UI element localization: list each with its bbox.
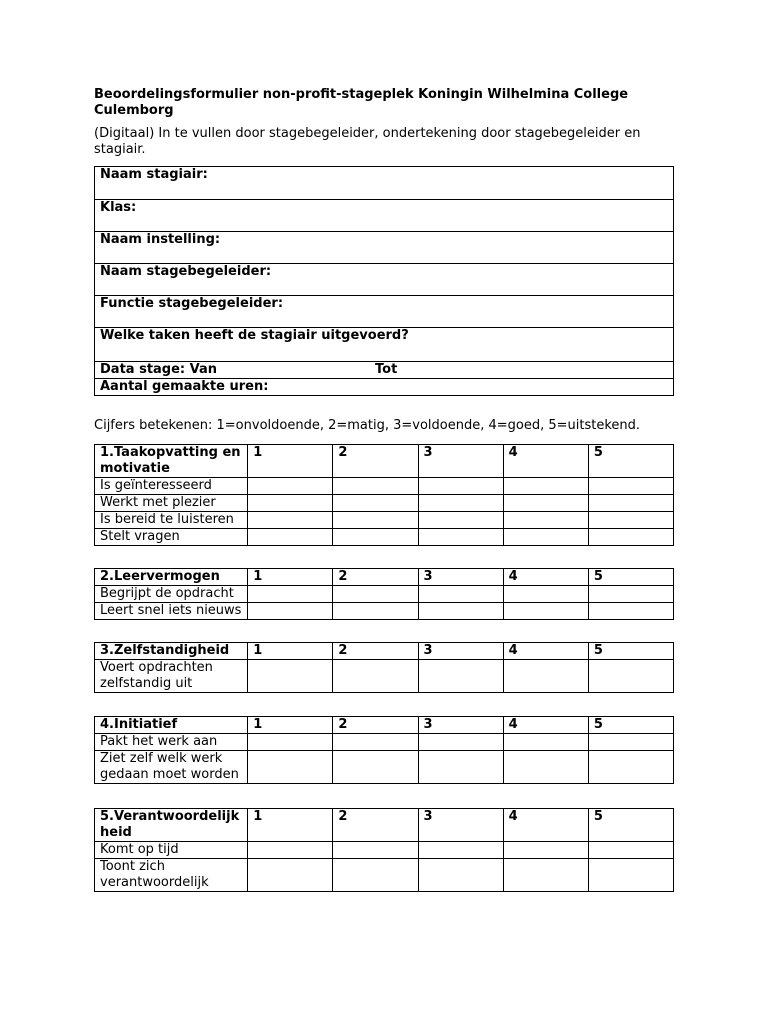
- rating-cell-2[interactable]: [333, 842, 418, 859]
- scale-header-5: 5: [588, 569, 673, 586]
- rating-cell-2[interactable]: [333, 734, 418, 751]
- rating-table-2: [94, 568, 674, 620]
- field-taken[interactable]: Welke taken heeft de stagiair uitgevoerd?: [95, 328, 674, 362]
- criterion-label: Voert opdrachten zelfstandig uit: [95, 660, 248, 693]
- criterion-row: [95, 529, 674, 546]
- rating-cell-1[interactable]: [248, 512, 333, 529]
- rating-cell-2[interactable]: [333, 603, 418, 620]
- rating-cell-5[interactable]: [588, 586, 673, 603]
- form-title: Beoordelingsformulier non-profit-stageplek Koningin Wilhelmina College Culemborg: [94, 87, 629, 118]
- scale-header-4: 4: [503, 809, 588, 842]
- rating-cell-3[interactable]: [418, 859, 503, 892]
- scale-header-3: 3: [418, 809, 503, 842]
- rating-cell-5[interactable]: [588, 478, 673, 495]
- section-title: 1.Taakopvatting en motivatie: [95, 445, 248, 478]
- rating-cell-2[interactable]: [333, 495, 418, 512]
- field-naam-instelling[interactable]: Naam instelling:: [95, 232, 674, 264]
- scale-header-2: 2: [333, 809, 418, 842]
- scale-header-5: 5: [588, 717, 673, 734]
- rating-cell-4[interactable]: [503, 734, 588, 751]
- scale-header-3: 3: [418, 643, 503, 660]
- rating-cell-2[interactable]: [333, 751, 418, 784]
- scale-header-3: 3: [418, 445, 503, 478]
- rating-cell-4[interactable]: [503, 586, 588, 603]
- rating-cell-1[interactable]: [248, 603, 333, 620]
- rating-cell-1[interactable]: [248, 529, 333, 546]
- scale-header-4: 4: [503, 643, 588, 660]
- rating-cell-4[interactable]: [503, 495, 588, 512]
- field-naam-stagebegeleider[interactable]: Naam stagebegeleider:: [95, 264, 674, 296]
- criterion-row: [95, 603, 674, 620]
- data-van-label: Data stage: Van: [100, 362, 218, 377]
- scale-header-1: 1: [248, 643, 333, 660]
- scale-header-2: 2: [333, 717, 418, 734]
- criterion-label: Komt op tijd: [95, 842, 248, 859]
- rating-cell-3[interactable]: [418, 660, 503, 693]
- student-info-table: [94, 166, 674, 396]
- scale-header-1: 1: [248, 445, 333, 478]
- scale-header-2: 2: [333, 569, 418, 586]
- scale-header-5: 5: [588, 809, 673, 842]
- rating-cell-1[interactable]: [248, 478, 333, 495]
- section-title: 5.Verantwoordelijkheid: [95, 809, 248, 842]
- rating-cell-4[interactable]: [503, 603, 588, 620]
- rating-cell-5[interactable]: [588, 603, 673, 620]
- criterion-label: Toont zich verantwoordelijk: [95, 859, 248, 892]
- criterion-label: Ziet zelf welk werk gedaan moet worden: [95, 751, 248, 784]
- rating-cell-2[interactable]: [333, 586, 418, 603]
- rating-cell-4[interactable]: [503, 751, 588, 784]
- rating-cell-4[interactable]: [503, 859, 588, 892]
- rating-cell-3[interactable]: [418, 751, 503, 784]
- scale-header-1: 1: [248, 809, 333, 842]
- criterion-row: [95, 660, 674, 693]
- scale-header-2: 2: [333, 445, 418, 478]
- scale-header-4: 4: [503, 569, 588, 586]
- rating-cell-5[interactable]: [588, 529, 673, 546]
- criterion-row: [95, 586, 674, 603]
- scale-header-2: 2: [333, 643, 418, 660]
- criterion-row: [95, 842, 674, 859]
- rating-cell-3[interactable]: [418, 842, 503, 859]
- field-functie-stagebegeleider[interactable]: Functie stagebegeleider:: [95, 296, 674, 328]
- criterion-label: Werkt met plezier: [95, 495, 248, 512]
- criterion-label: Stelt vragen: [95, 529, 248, 546]
- section-title: 4.Initiatief: [95, 717, 248, 734]
- scale-header-3: 3: [418, 717, 503, 734]
- criterion-row: [95, 512, 674, 529]
- scale-header-5: 5: [588, 643, 673, 660]
- rating-cell-1[interactable]: [248, 495, 333, 512]
- scale-header-4: 4: [503, 445, 588, 478]
- rating-cell-2[interactable]: [333, 660, 418, 693]
- rating-cell-5[interactable]: [588, 842, 673, 859]
- field-data-stage[interactable]: [95, 362, 674, 379]
- rating-cell-5[interactable]: [588, 512, 673, 529]
- rating-cell-5[interactable]: [588, 751, 673, 784]
- criterion-row: [95, 734, 674, 751]
- rating-cell-1[interactable]: [248, 842, 333, 859]
- criterion-label: Pakt het werk aan: [95, 734, 248, 751]
- rating-cell-5[interactable]: [588, 495, 673, 512]
- rating-cell-3[interactable]: [418, 603, 503, 620]
- criterion-row: [95, 859, 674, 892]
- scale-header-5: 5: [588, 445, 673, 478]
- rating-cell-1[interactable]: [248, 734, 333, 751]
- scale-header-1: 1: [248, 569, 333, 586]
- criterion-row: [95, 495, 674, 512]
- rating-cell-4[interactable]: [503, 660, 588, 693]
- criterion-label: Begrijpt de opdracht: [95, 586, 248, 603]
- rating-cell-2[interactable]: [333, 529, 418, 546]
- rating-cell-3[interactable]: [418, 512, 503, 529]
- field-klas[interactable]: Klas:: [95, 200, 674, 232]
- field-aantal-uren[interactable]: Aantal gemaakte uren:: [95, 379, 674, 396]
- rating-cell-1[interactable]: [248, 660, 333, 693]
- criterion-label: Is geïnteresseerd: [95, 478, 248, 495]
- rating-cell-2[interactable]: [333, 512, 418, 529]
- criterion-label: Is bereid te luisteren: [95, 512, 248, 529]
- rating-cell-2[interactable]: [333, 478, 418, 495]
- rating-cell-1[interactable]: [248, 751, 333, 784]
- rating-cell-3[interactable]: [418, 734, 503, 751]
- section-title: 2.Leervermogen: [95, 569, 248, 586]
- rating-cell-4[interactable]: [503, 478, 588, 495]
- rating-cell-5[interactable]: [588, 660, 673, 693]
- rating-cell-4[interactable]: [503, 512, 588, 529]
- rating-table-4: [94, 716, 674, 784]
- rating-cell-5[interactable]: [588, 734, 673, 751]
- rating-cell-2[interactable]: [333, 859, 418, 892]
- rating-table-3: [94, 642, 674, 693]
- data-tot-label: Tot: [375, 362, 398, 377]
- rating-cell-3[interactable]: [418, 495, 503, 512]
- rating-cell-1[interactable]: [248, 586, 333, 603]
- scale-header-4: 4: [503, 717, 588, 734]
- criterion-row: [95, 751, 674, 784]
- rating-cell-3[interactable]: [418, 586, 503, 603]
- scale-header-1: 1: [248, 717, 333, 734]
- rating-cell-1[interactable]: [248, 859, 333, 892]
- rating-cell-5[interactable]: [588, 859, 673, 892]
- scale-header-3: 3: [418, 569, 503, 586]
- rating-table-5: [94, 808, 674, 892]
- rating-cell-3[interactable]: [418, 529, 503, 546]
- rating-cell-4[interactable]: [503, 842, 588, 859]
- rating-cell-4[interactable]: [503, 529, 588, 546]
- field-naam-stagiair[interactable]: Naam stagiair:: [95, 167, 674, 200]
- rating-cell-3[interactable]: [418, 478, 503, 495]
- rating-legend: Cijfers betekenen: 1=onvoldoende, 2=matig, 3=voldoende, 4=goed, 5=uitstekend.: [94, 418, 641, 433]
- rating-table-1: [94, 444, 674, 546]
- section-title: 3.Zelfstandigheid: [95, 643, 248, 660]
- criterion-label: Leert snel iets nieuws: [95, 603, 248, 620]
- form-intro: (Digitaal) In te vullen door stagebegeleider, ondertekening door stagebegeleider en stagiair.: [94, 126, 641, 157]
- criterion-row: [95, 478, 674, 495]
